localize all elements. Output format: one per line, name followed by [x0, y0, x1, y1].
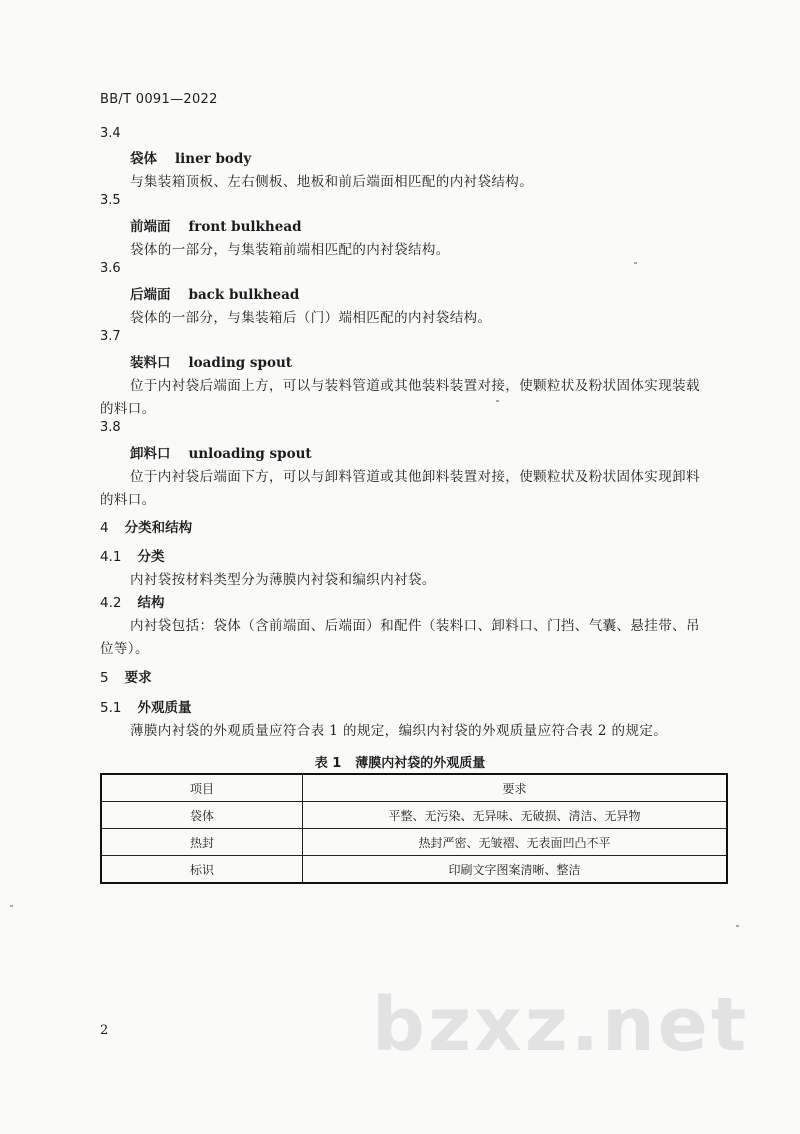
- section-body: 薄膜内衬袋的外观质量应符合表 1 的规定，编织内衬袋的外观质量应符合表 2 的规定。: [130, 723, 668, 739]
- page-number: 2: [100, 1023, 109, 1038]
- section-heading: [100, 516, 192, 536]
- term-chinese: 前端面: [130, 219, 171, 235]
- term-definition: 袋体的一部分，与集装箱前端相匹配的内衬袋结构。: [130, 242, 450, 258]
- term-english: back bulkhead: [188, 287, 300, 303]
- term-heading: [130, 215, 302, 235]
- scan-speck: [496, 400, 499, 402]
- table-header-cell: 要求: [303, 774, 728, 802]
- section-number: 5.1: [100, 700, 122, 716]
- section-title: 要求: [124, 670, 152, 686]
- document-code: BB/T 0091—2022: [100, 92, 218, 107]
- section-title: 外观质量: [137, 700, 192, 716]
- table-title: 薄膜内衬袋的外观质量: [355, 756, 486, 771]
- section-number: 4: [100, 520, 109, 536]
- term-heading: [130, 442, 312, 462]
- term-definition-cont: 的料口。: [100, 401, 156, 417]
- section-number: 4.1: [100, 549, 122, 565]
- table-header-row: [101, 774, 727, 802]
- term-number: 3.7: [100, 329, 121, 344]
- table-row: [101, 829, 727, 856]
- table-row: [101, 856, 727, 884]
- term-english: unloading spout: [188, 446, 312, 462]
- appearance-quality-table: [100, 773, 728, 884]
- table-cell: 热封: [101, 829, 303, 856]
- table-cell: 袋体: [101, 802, 303, 829]
- section-body: 内衬袋按材料类型分为薄膜内衬袋和编织内衬袋。: [130, 572, 436, 588]
- term-number: 3.8: [100, 420, 121, 435]
- table-number: 表 1: [314, 756, 342, 771]
- section-heading: [100, 666, 152, 686]
- term-english: liner body: [175, 151, 252, 167]
- term-chinese: 装料口: [130, 355, 171, 371]
- term-number: 3.5: [100, 193, 121, 208]
- term-chinese: 后端面: [130, 287, 171, 303]
- term-heading: [130, 351, 292, 371]
- section-title: 分类: [137, 549, 165, 565]
- term-english: front bulkhead: [188, 219, 302, 235]
- subsection-heading: [100, 545, 164, 565]
- term-number: 3.4: [100, 126, 121, 141]
- table-cell: 平整、无污染、无异味、无破损、清洁、无异物: [303, 802, 728, 829]
- subsection-heading: [100, 696, 191, 716]
- scan-speck: [10, 905, 13, 907]
- section-title: 分类和结构: [124, 520, 193, 536]
- table-caption: [0, 752, 800, 771]
- section-title: 结构: [137, 595, 165, 611]
- term-english: loading spout: [188, 355, 292, 371]
- table-cell: 热封严密、无皱褶、无表面凹凸不平: [303, 829, 728, 856]
- watermark: bzxz.net: [372, 982, 750, 1068]
- table-cell: 标识: [101, 856, 303, 884]
- scan-speck: [634, 262, 637, 264]
- section-number: 4.2: [100, 595, 122, 611]
- table-row: [101, 802, 727, 829]
- term-definition: 位于内衬袋后端面下方，可以与卸料管道或其他卸料装置对接，使颗粒状及粉状固体实现卸料: [130, 469, 700, 485]
- table-cell: 印刷文字图案清晰、整洁: [303, 856, 728, 884]
- term-definition-cont: 的料口。: [100, 492, 156, 508]
- term-definition: 位于内衬袋后端面上方，可以与装料管道或其他装料装置对接，使颗粒状及粉状固体实现装载: [130, 378, 700, 394]
- section-body-cont: 位等）。: [100, 641, 149, 657]
- section-number: 5: [100, 670, 109, 686]
- term-definition: 袋体的一部分，与集装箱后（门）端相匹配的内衬袋结构。: [130, 310, 492, 326]
- term-definition: 与集装箱顶板、左右侧板、地板和前后端面相匹配的内衬袋结构。: [130, 174, 534, 190]
- term-chinese: 袋体: [130, 151, 157, 167]
- term-chinese: 卸料口: [130, 446, 171, 462]
- term-heading: [130, 147, 251, 167]
- table-header-cell: 项目: [101, 774, 303, 802]
- term-heading: [130, 283, 299, 303]
- scan-speck: [736, 925, 739, 927]
- term-number: 3.6: [100, 261, 121, 276]
- subsection-heading: [100, 591, 164, 611]
- section-body: 内衬袋包括：袋体（含前端面、后端面）和配件（装料口、卸料口、门挡、气囊、悬挂带、吊: [130, 618, 700, 634]
